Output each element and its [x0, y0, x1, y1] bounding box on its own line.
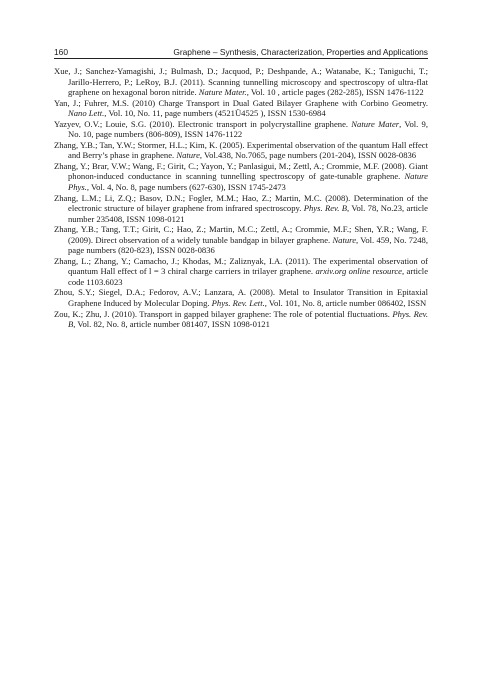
- page-number: 160: [54, 47, 68, 57]
- reference-details: , Vol. 101, No. 8, article number 086402, ISSN: [264, 298, 427, 309]
- running-title: Graphene – Synthesis, Characterization, Properties and Applications: [173, 47, 428, 57]
- reference-details: , Vol. 459, No. 7248, page numbers (820-823), ISSN 0028-0836: [68, 234, 429, 256]
- reference-journal: Phys. Rev. Lett.: [211, 298, 265, 309]
- reference-authors-title: Zhang, Y.B.; Tan, Y.W.; Stormer, H.L.; Kim, K. (2005). Experimental observation of the quantum Hall effect and Berry’s phase in graphene.: [54, 139, 428, 161]
- reference-entry: [54, 309, 428, 330]
- reference-details: , Vol. 10 , article pages (282-285), ISSN 1476-1122: [246, 87, 424, 98]
- reference-entry: [54, 98, 428, 119]
- reference-entry: [54, 119, 428, 140]
- reference-entry: [54, 140, 428, 161]
- header-rule: [54, 58, 428, 59]
- reference-journal: Phys. Rev. B: [68, 308, 428, 330]
- reference-authors-title: Zhang, L.; Zhang, Y.; Camacho, J.; Khodas, M.; Zaliznyak, I.A. (2011). The experimental observation of quantum Hall effect of l = 3 chiral charge carriers in trilayer graphene.: [54, 255, 428, 277]
- reference-journal: Nature Mater: [351, 118, 400, 129]
- reference-details: , Vol. 9, No. 10, page numbers (806-809), ISSN 1476-1122: [68, 118, 428, 140]
- reference-entry: [54, 66, 428, 98]
- reference-authors-title: Yazyev, O.V.; Louie, S.G. (2010). Electronic transport in polycrystalline graphene.: [54, 118, 352, 129]
- reference-details: , Vol. 10, No. 11, page numbers (4521Ü4525 ), ISSN 1530-6984: [104, 108, 326, 119]
- reference-authors-title: Yan, J.; Fuhrer, M.S. (2010) Charge Transport in Dual Gated Bilayer Graphene with Corbino Geometry.: [54, 97, 428, 108]
- reference-authors-title: Zhang, Y.; Brar, V.W.; Wang, F.; Girit, C.; Yayon, Y.; Panlasigui, M.; Zettl, A.; Crommie, M.F. (2008). Giant phonon-induced conductance in scanning tunnelling spectroscopy of gate-tunable graphene.: [54, 160, 428, 182]
- reference-journal: Nature Mater.: [198, 87, 247, 98]
- reference-details: , Vol. 4, No. 8, page numbers (627-630), ISSN 1745-2473: [86, 182, 286, 193]
- reference-entry: [54, 161, 428, 193]
- reference-journal: Nature: [176, 150, 200, 161]
- reference-details: , article code 1103.6023: [68, 266, 429, 287]
- reference-entry: [54, 224, 428, 256]
- reference-authors-title: Zhou, S.Y.; Siegel, D.A.; Fedorov, A.V.; Lanzara, A. (2008). Metal to Insulator Transition in Epitaxial Graphene Induced by Molecular Doping.: [54, 287, 428, 309]
- reference-journal: Phys. Rev. B: [303, 203, 347, 214]
- reference-authors-title: Xue, J.; Sanchez-Yamagishi, J.; Bulmash, D.; Jacquod, P.; Deshpande, A.; Watanabe, K.; Taniguchi, T.; Jarillo-Herrero, P.; LeRoy, B.J. (2011). Scanning tunnelling microscopy and spectroscopy of ultra-flat graphene on hexagonal boron nitride.: [54, 66, 428, 98]
- reference-authors-title: Zhang, Y.B.; Tang, T.T.; Girit, C.; Hao, Z.; Martin, M.C.; Zettl, A.; Crommie, M.F.; Shen, Y.R.; Wang, F. (2009). Direct observation of a widely tunable bandgap in bilayer graphene.: [54, 224, 428, 245]
- reference-authors-title: Zhang, L.M.; Li, Z.Q.; Basov, D.N.; Fogler, M.M.; Hao, Z.; Martin, M.C. (2008). Determination of the electronic structure of bilayer graphene from infrared spectroscopy.: [54, 192, 428, 214]
- reference-details: , Vol. 82, No. 8, article number 081407, ISSN 1098-0121: [73, 319, 270, 330]
- reference-list: [54, 66, 428, 330]
- reference-journal: Nature: [332, 234, 357, 245]
- reference-journal: Nano Lett.: [68, 108, 105, 119]
- reference-details: , Vol.438, No.7065, page numbers (201-204), ISSN 0028-0836: [199, 150, 417, 161]
- reference-details: , Vol. 78, No.23, article number 235408, ISSN 1098-0121: [68, 203, 429, 224]
- reference-authors-title: Zou, K.; Zhu, J. (2010). Transport in gapped bilayer graphene: The role of potential fluctuations.: [54, 308, 393, 319]
- reference-entry: [54, 287, 428, 308]
- reference-journal: arxiv.org online resource: [315, 266, 402, 277]
- page-header: [54, 47, 428, 57]
- reference-journal: Nature Phys.: [68, 171, 428, 193]
- reference-entry: [54, 256, 428, 288]
- reference-entry: [54, 193, 428, 225]
